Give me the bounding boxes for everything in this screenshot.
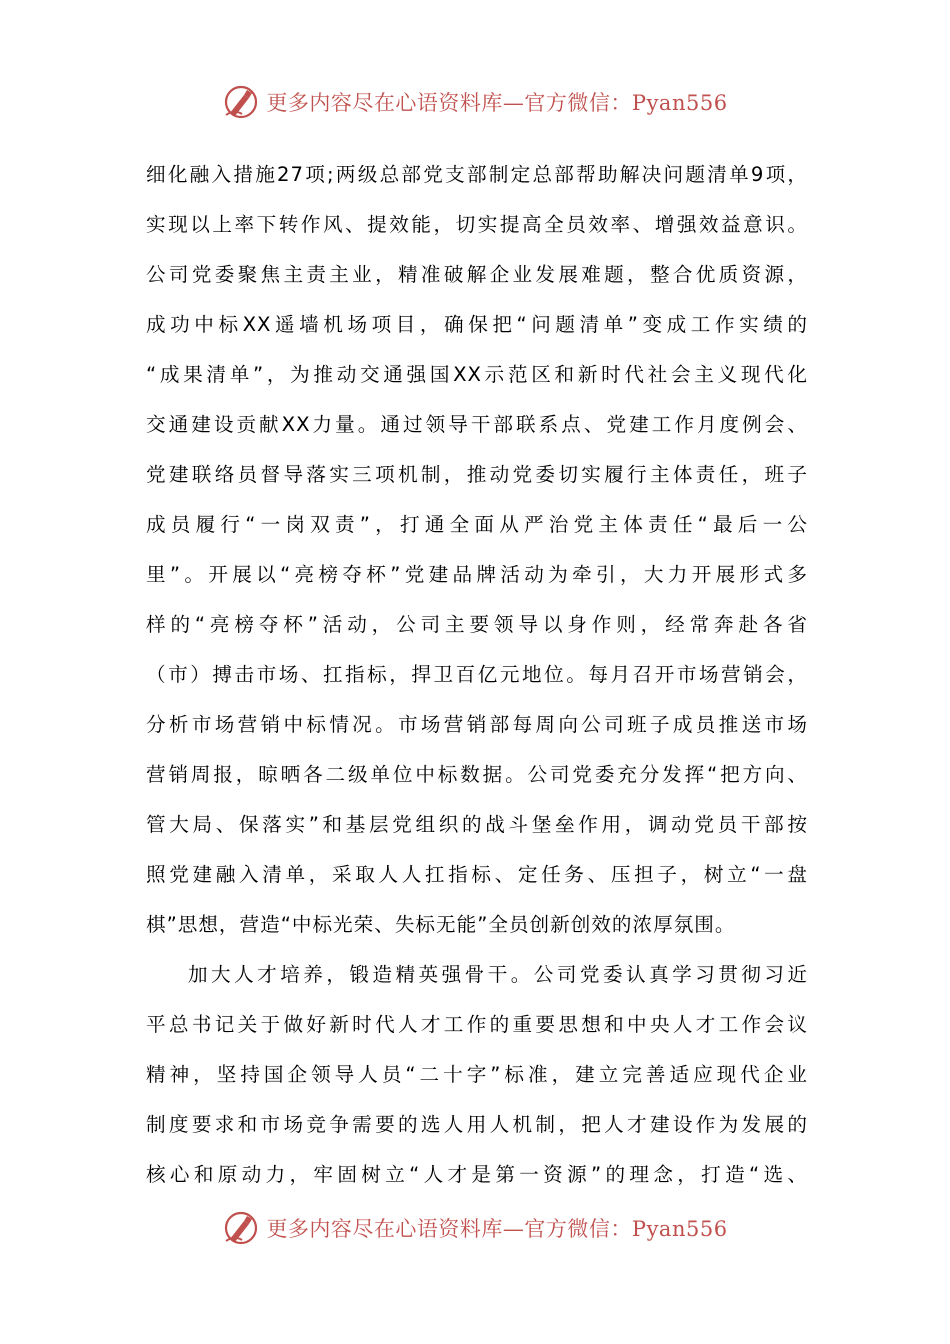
text-line: 样的“亮榜夺杯”活动，公司主要领导以身作则，经常奔赴各省 [146,613,808,636]
banner-text: 更多内容尽在心语资料库—官方微信：Pyan556 [266,1217,728,1241]
pen-nib-logo-icon [222,83,260,121]
text-line: 里”。开展以“亮榜夺杯”党建品牌活动为牵引，大力开展形式多 [146,563,808,586]
text-line: 制度要求和市场竞争需要的选人用人机制，把人才建设作为发展的 [146,1113,808,1136]
text-line: 成员履行“一岗双责”，打通全面从严治党主体责任“最后一公 [146,513,808,536]
document-body [146,150,808,1200]
text-line: 精神，坚持国企领导人员“二十字”标准，建立完善适应现代企业 [146,1063,808,1086]
text-line: 营销周报，晾晒各二级单位中标数据。公司党委充分发挥“把方向、 [146,763,808,786]
text-line: 交通建设贡献XX力量。通过领导干部联系点、党建工作月度例会、 [146,413,808,436]
text-line: 平总书记关于做好新时代人才工作的重要思想和中央人才工作会议 [146,1013,808,1036]
banner-text: 更多内容尽在心语资料库—官方微信：Pyan556 [266,91,728,115]
text-line: 照党建融入清单，采取人人扛指标、定任务、压担子，树立“一盘 [146,863,808,886]
text-line: 核心和原动力，牢固树立“人才是第一资源”的理念，打造“选、 [146,1163,808,1186]
text-line: 成功中标XX遥墙机场项目，确保把“问题清单”变成工作实绩的 [146,313,808,336]
text-line: 实现以上率下转作风、提效能，切实提高全员效率、增强效益意识。 [146,213,808,236]
text-line: 棋”思想，营造“中标光荣、失标无能”全员创新创效的浓厚氛围。 [146,913,736,936]
header-banner [0,82,950,122]
pen-nib-logo-icon [222,1209,260,1247]
text-line: 公司党委聚焦主责主业，精准破解企业发展难题，整合优质资源， [146,263,808,286]
text-line: 党建联络员督导落实三项机制，推动党委切实履行主体责任，班子 [146,463,808,486]
text-line: “成果清单”，为推动交通强国XX示范区和新时代社会主义现代化 [146,363,808,386]
text-line: 细化融入措施27项;两级总部党支部制定总部帮助解决问题清单9项， [146,163,808,186]
text-line: （市）搏击市场、扛指标，捍卫百亿元地位。每月召开市场营销会， [146,663,808,686]
text-line: 分析市场营销中标情况。市场营销部每周向公司班子成员推送市场 [146,713,808,736]
text-line: 管大局、保落实”和基层党组织的战斗堡垒作用，调动党员干部按 [146,813,808,836]
paragraph-first-line: 加大人才培养，锻造精英强骨干。公司党委认真学习贯彻习近 [188,963,808,986]
footer-banner [0,1208,950,1248]
